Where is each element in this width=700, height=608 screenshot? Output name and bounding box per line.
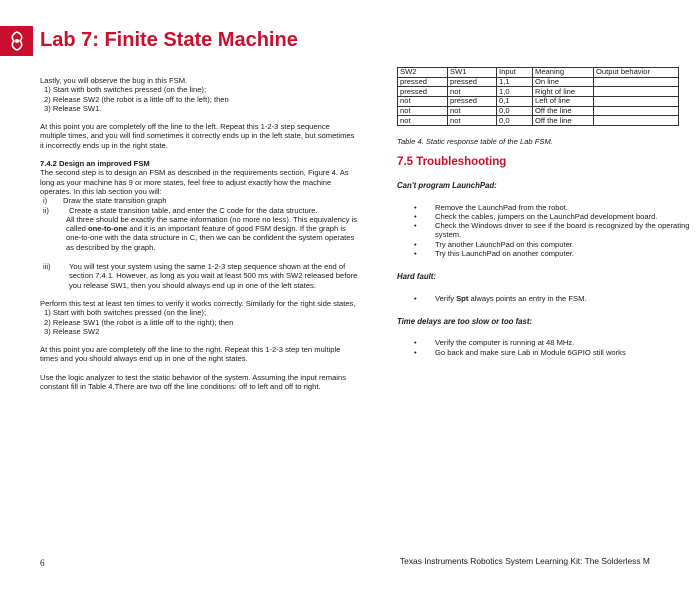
table-cell	[594, 77, 679, 87]
paragraph-right-state: At this point you are completely off the line to the right. Repeat this 1-2-3 step ten multiple times and you should always end up in one of the right states.	[40, 345, 341, 364]
table-cell: Left of line	[533, 97, 594, 107]
paragraph-right-test: Perform this test at least ten times to verify it works correctly. Similarly for the right side states,	[40, 298, 356, 308]
list-item: 2) Release SW2 (the robot is a little off to the left); then	[44, 94, 229, 104]
ti-logo-icon	[0, 26, 33, 56]
section-heading-742: 7.4.2 Design an improved FSM	[40, 159, 150, 169]
table-cell	[594, 106, 679, 116]
table-header-row	[398, 68, 679, 78]
list-item: • Check the cables, jumpers on the LaunchPad development board.	[397, 212, 700, 221]
paragraph-left-state: At this point you are completely off the line to the left. Repeat this 1-2-3 step sequence multiple times, and you will find sometimes it correctly ends up in the left state, but sometimes it incorrectly ends up in the right state.	[40, 122, 355, 150]
bullet-icon: •	[414, 249, 417, 259]
table-cell	[594, 87, 679, 97]
list-item: i) Draw the state transition graph	[43, 196, 167, 206]
table-row	[398, 77, 679, 87]
hard-fault-list	[397, 294, 700, 303]
list-item: iii) You will test your system using the same 1-2-3 step sequence shown at the end of section 7.4.1. However, as long as you wait at least 500 ms with SW2 released before you release SW1, then you should always end up in one of the left states.	[43, 262, 358, 290]
table-cell: 1,1	[497, 77, 533, 87]
column-header: Meaning	[533, 68, 594, 78]
table-row	[398, 97, 679, 107]
table-cell: Right of line	[533, 87, 594, 97]
cant-program-list	[397, 203, 700, 259]
list-item: • Remove the LaunchPad from the robot.	[397, 203, 700, 212]
table-cell	[594, 116, 679, 126]
table-cell: not	[448, 106, 497, 116]
table-cell: not	[448, 116, 497, 126]
bullet-icon: •	[414, 221, 417, 231]
static-response-table	[397, 67, 679, 126]
list-item: 1) Start with both switches pressed (on the line);	[44, 308, 207, 318]
table-cell: 0,0	[497, 106, 533, 116]
table-row	[398, 116, 679, 126]
table-cell: 1,0	[497, 87, 533, 97]
bullet-icon: •	[414, 202, 417, 212]
subheading-cant-program: Can't program LaunchPad:	[397, 181, 497, 191]
column-header: SW2	[398, 68, 448, 78]
table-cell: pressed	[448, 97, 497, 107]
table-cell: 0,1	[497, 97, 533, 107]
page-title: Lab 7: Finite State Machine	[40, 29, 298, 51]
column-header: Output behavior	[594, 68, 679, 78]
table-row	[398, 87, 679, 97]
table-cell: Off the line	[533, 116, 594, 126]
bullet-icon: •	[414, 293, 417, 303]
bullet-icon: •	[414, 347, 417, 357]
list-item: 1) Start with both switches pressed (on the line);	[44, 85, 207, 95]
list-item: 2) Release SW1 (the robot is a little off to the right); then	[44, 317, 234, 327]
subheading-hard-fault: Hard fault:	[397, 272, 436, 282]
intro-text: Lastly, you will observe the bug in this FSM.	[40, 76, 188, 85]
list-item: • Try this LaunchPad on another computer.	[397, 249, 700, 258]
section-heading-75: 7.5 Troubleshooting	[397, 156, 507, 168]
list-item: • Check the Windows driver to see if the board is recognized by the operating system.	[397, 221, 700, 240]
list-item: • Try another LaunchPad on this computer.	[397, 240, 700, 249]
one-to-one-paragraph: All three should be exactly the same information (no more no less). This equivalency is called one-to-one and it is an important feature of good FSM design. If the graph is one-to-one with the data structure in C, then we can be confident the system operates as described by the graph.	[66, 214, 358, 252]
table-cell: pressed	[448, 77, 497, 87]
page-number: 6	[40, 558, 45, 568]
table-cell: pressed	[398, 77, 448, 87]
steps-list-right	[40, 308, 358, 336]
table-cell: Off the line	[533, 106, 594, 116]
column-header: Input	[497, 68, 533, 78]
list-item: • Verify Spt always points an entry in the FSM.	[397, 294, 700, 303]
bullet-icon: •	[414, 239, 417, 249]
list-item: • Verify the computer is running at 48 MHz.	[397, 338, 700, 347]
right-column	[397, 158, 700, 371]
table-caption: Table 4. Static response table of the Lab FSM.	[397, 137, 553, 146]
time-delays-list	[397, 338, 700, 357]
list-item: • Go back and make sure Lab in Module 6GPIO still works	[397, 348, 700, 357]
left-column	[40, 76, 358, 391]
table-cell: not	[448, 87, 497, 97]
steps-list-left	[40, 85, 358, 113]
paragraph-logic-analyzer: Use the logic analyzer to test the static behavior of the system. Assuming the input remains constant fill in Table 4.There are two off the line conditions: off to left and off to right.	[40, 372, 347, 392]
bullet-icon: •	[414, 338, 417, 348]
table-cell	[594, 97, 679, 107]
list-item: 3) Release SW2	[44, 326, 100, 336]
subheading-time-delays: Time delays are too slow or too fast:	[397, 316, 533, 326]
design-steps-list	[40, 196, 358, 290]
table-cell: not	[398, 116, 448, 126]
table-row	[398, 106, 679, 116]
column-header: SW1	[448, 68, 497, 78]
table-cell: 0,0	[497, 116, 533, 126]
page-footer: Texas Instruments Robotics System Learning Kit: The Solderless M	[400, 556, 650, 566]
bullet-icon: •	[414, 211, 417, 221]
table-cell: not	[398, 106, 448, 116]
table-cell: not	[398, 97, 448, 107]
ti-logo-icon	[9, 31, 25, 51]
table-cell: pressed	[398, 87, 448, 97]
list-item: 3) Release SW1.	[44, 103, 102, 113]
list-item: ii) Create a state transition table, and enter the C code for the data structure.	[43, 205, 318, 215]
table-cell: On line	[533, 77, 594, 87]
paragraph-design-fsm: The second step is to design an FSM as described in the requirements section, Figure 4. As long as your machine has 9 or more states, feel free to adjust exactly how the machine operates. In this lab section you will:	[40, 168, 349, 196]
